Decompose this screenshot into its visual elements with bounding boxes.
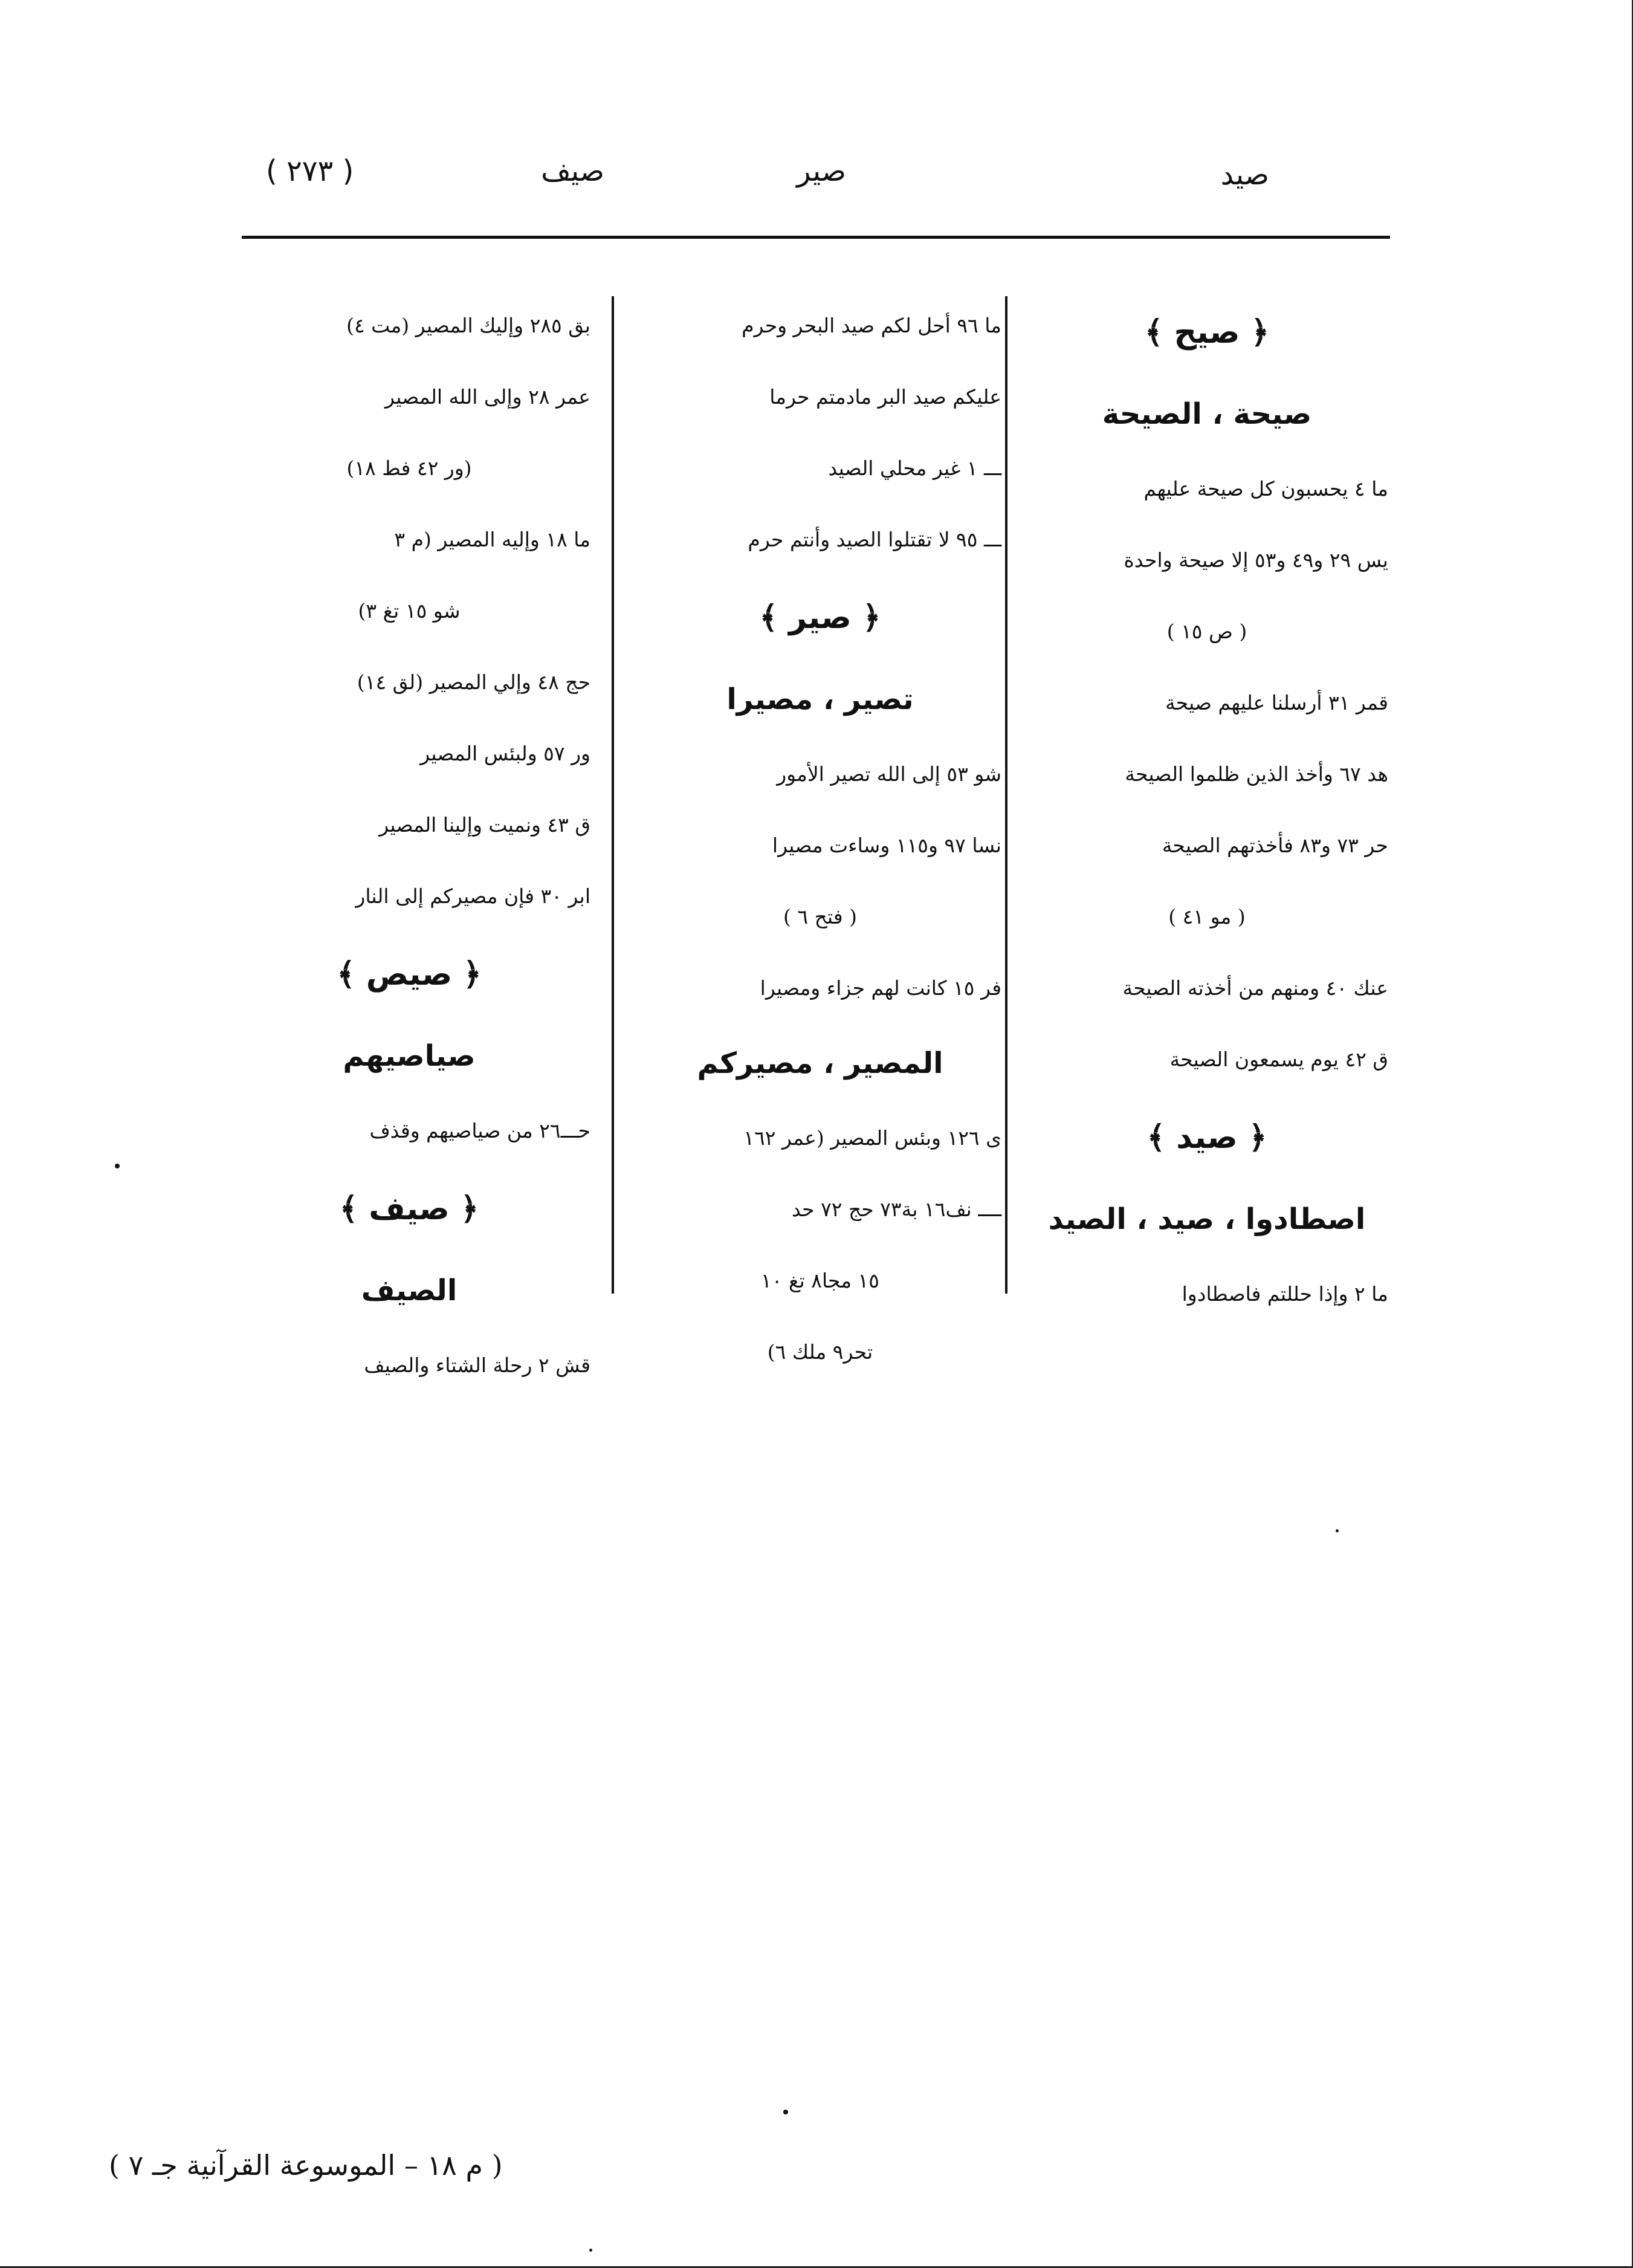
entry-line: ق ٤٢ يوم يسمعون الصيحة (1169, 1048, 1388, 1071)
entry-line: حج ٤٨ وإلي المصير (لق ١٤) (357, 670, 590, 694)
root-heading: ﴿ صيف ﴾ (339, 1191, 479, 1227)
entry-line: حر ٧٣ و٨٣ فأخذتهم الصيحة (1162, 834, 1388, 857)
entry-reference: ١٥ مجا٨ تغ ١٠ (761, 1269, 879, 1292)
entry-line: نسا ٩٧ و١١٥ وساءت مصيرا (772, 834, 1001, 857)
entry-line: ما ٢ وإذا حللتم فاصطادوا (1182, 1282, 1388, 1306)
scan-speck (1336, 1529, 1339, 1532)
entry-line: ما ٩٦ أحل لكم صيد البحر وحرم (742, 314, 1001, 337)
column-right (1026, 290, 1388, 1330)
scan-speck (783, 2110, 788, 2114)
entry-line: يس ٢٩ و٤٩ و٥٣ إلا صيحة واحدة (1124, 548, 1388, 572)
entry-line: ق ٤٣ ونميت وإلينا المصير (379, 813, 590, 837)
entry-reference: ( مو ٤١ ) (1168, 905, 1246, 928)
root-heading: ﴿ صيد ﴾ (1146, 1119, 1267, 1156)
entry-reference: ( فتح ٦ ) (783, 905, 857, 928)
entry-line: قمر ٣١ أرسلنا عليهم صيحة (1165, 691, 1388, 714)
root-heading: ﴿ صيص ﴾ (337, 956, 482, 993)
entry-line: ور ٥٧ ولبئس المصير (420, 742, 590, 765)
page-header (242, 154, 1390, 202)
entry-line: ـــ ١ غير محلي الصيد (828, 456, 1001, 480)
root-heading: ﴿ صير ﴾ (759, 600, 881, 636)
entry-line: ـــ ٩٥ لا تقتلوا الصيد وأنتم حرم (748, 528, 1001, 551)
word-subheading: صياصيهم (343, 1039, 476, 1073)
entry-line: ــــ نف١٦ بة٧٣ حج ٧٢ حد (791, 1197, 1001, 1221)
header-right-word: صيد (1220, 158, 1269, 192)
word-subheading: اصطادوا ، صيد ، الصيد (1048, 1202, 1366, 1236)
column-divider-left (612, 296, 614, 1294)
scan-speck (589, 2249, 592, 2252)
entry-line: ابر ٣٠ فإن مصيركم إلى النار (355, 884, 590, 908)
root-heading: ﴿ صيح ﴾ (1144, 314, 1270, 351)
page-number: ( ٢٧٣ ) (266, 154, 354, 188)
entry-line: قش ٢ رحلة الشتاء والصيف (364, 1353, 590, 1377)
header-left-word: صيف (541, 154, 604, 188)
entry-line: ما ١٨ وإليه المصير (م ٣ (394, 528, 590, 551)
scan-speck (115, 1164, 120, 1168)
entry-line: حـــ٢٦ من صياصيهم وقذف (369, 1119, 590, 1142)
entry-line: شو ٥٣ إلى الله تصير الأمور (777, 762, 1001, 786)
entry-line: هد ٦٧ وأخذ الذين ظلموا الصيحة (1125, 762, 1388, 786)
column-left (228, 290, 590, 1401)
entry-line: ى ١٢٦ وبئس المصير (عمر ١٦٢ (743, 1126, 1001, 1150)
column-middle (639, 290, 1001, 1388)
header-rule (242, 236, 1390, 239)
column-divider-right (1005, 296, 1007, 1294)
entry-reference: تحر٩ ملك ٦) (767, 1340, 873, 1364)
word-subheading: تصير ، مصيرا (726, 682, 914, 716)
entry-reference: (ور ٤٢ فط ١٨) (346, 456, 472, 480)
entry-reference: شو ١٥ تغ ٣) (358, 599, 461, 623)
entry-line: عليكم صيد البر مادمتم حرما (769, 385, 1001, 409)
entry-line: عمر ٢٨ وإلى الله المصير (385, 385, 590, 409)
header-center-word: صير (797, 154, 846, 188)
entry-reference: ( ص ١٥ ) (1166, 620, 1247, 643)
page-footer: ( م ١٨ – الموسوعة القرآنية جـ ٧ ) (109, 2149, 503, 2182)
entry-line: عنك ٤٠ ومنهم من أخذته الصيحة (1122, 976, 1388, 1000)
entry-line: بق ٢٨٥ وإليك المصير (مت ٤) (346, 314, 590, 337)
entry-line: ما ٤ يحسبون كل صيحة عليهم (1143, 477, 1388, 501)
entry-line: فر ١٥ كانت لهم جزاء ومصيرا (760, 976, 1001, 1000)
word-subheading: المصير ، مصيركم (697, 1046, 943, 1080)
word-subheading: صيحة ، الصيحة (1102, 397, 1312, 431)
word-subheading: الصيف (361, 1274, 458, 1307)
